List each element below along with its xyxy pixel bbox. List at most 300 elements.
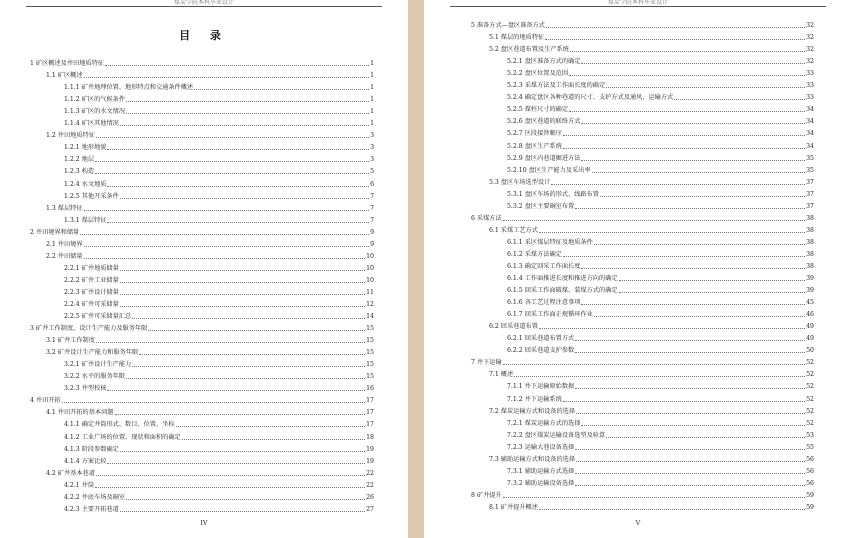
dot-leader (563, 135, 805, 136)
toc-entry-page: 10 (366, 252, 374, 260)
running-header: 煤炭学院本科毕业设计 (173, 0, 234, 6)
toc-entry-title: 1.1 矿区概述 (46, 72, 83, 80)
toc-entry-title: 1.2 井田地质特征 (46, 132, 95, 140)
dot-leader (120, 306, 365, 307)
toc-entry-title: 1.2.2 地层 (64, 156, 95, 164)
toc-entry (424, 102, 852, 114)
dot-leader (619, 280, 806, 281)
toc-entry (0, 490, 408, 502)
toc-entry-title: 2.2.5 矿井可采储量汇总 (64, 313, 132, 321)
dot-leader (575, 388, 805, 389)
toc-entry (424, 211, 852, 223)
toc-entry-page: 17 (366, 397, 374, 405)
toc-entry (0, 237, 408, 249)
toc-entry (424, 355, 852, 367)
toc-entry (424, 175, 852, 187)
toc-entry-page: 6 (370, 180, 374, 188)
toc-entry (424, 295, 852, 307)
dot-leader (576, 461, 805, 462)
dot-leader (182, 439, 365, 440)
toc-entry-title: 5.3 盘区车场选型设计 (489, 178, 551, 186)
dot-leader (84, 258, 366, 259)
toc-entry-title: 2.2.3 矿井设计储量 (64, 288, 119, 296)
toc-entry (0, 478, 408, 490)
toc-entry-page: 15 (366, 349, 374, 357)
toc-entry (424, 464, 852, 476)
toc-entry (0, 68, 408, 80)
toc-entry (0, 297, 408, 309)
toc-entry (0, 405, 408, 417)
dot-leader (575, 208, 805, 209)
toc-entry-title: 4.1 井田开拓的基本问题 (46, 409, 114, 417)
toc-entry-page: 10 (366, 276, 374, 284)
toc-entry-title: 5.3.2 盘区主要硐室布置 (507, 202, 575, 210)
toc-entry (424, 259, 852, 271)
dot-leader (503, 220, 805, 221)
dot-leader (575, 485, 805, 486)
toc-entry-title: 7.2 煤炭运输方式和设备的选择 (489, 407, 576, 415)
dot-leader (107, 186, 369, 187)
dot-leader (107, 390, 365, 391)
dot-leader (575, 352, 805, 353)
toc-entry-page: 38 (806, 226, 814, 234)
toc-entry (0, 309, 408, 321)
dot-leader (80, 234, 369, 235)
dot-leader (575, 449, 805, 450)
dot-leader (126, 378, 365, 379)
dot-leader (148, 330, 365, 331)
toc-entry (0, 104, 408, 116)
toc-entry-page: 16 (366, 385, 374, 393)
toc-entry (424, 151, 852, 163)
toc-entry-page: 32 (806, 58, 814, 66)
dot-leader (581, 268, 805, 269)
toc-entry-title: 5.2.8 盘区生产系统 (507, 142, 562, 150)
toc-entry-page: 34 (806, 130, 814, 138)
toc-entry (0, 140, 408, 152)
toc-entry-title: 7.3.1 辅助运输方式选择 (507, 467, 575, 475)
dot-leader (96, 342, 365, 343)
toc-entry (424, 30, 852, 42)
toc-entry-page: 12 (366, 300, 374, 308)
toc-entry-page: 1 (370, 108, 374, 116)
toc-entry-page: 22 (366, 481, 374, 489)
toc-entry-page: 34 (806, 106, 814, 114)
toc-entry-page: 52 (806, 395, 814, 403)
toc-entry-page: 52 (806, 419, 814, 427)
toc-entry-page: 52 (806, 407, 814, 415)
toc-entry-title: 4.1.3 阶段参数确定 (64, 445, 119, 453)
toc-entry-title: 4 井田开拓 (30, 397, 61, 405)
dot-leader (126, 101, 369, 102)
toc-entry-title: 7.2.1 煤炭运输方式的选择 (507, 419, 581, 427)
toc-entry-page: 32 (806, 22, 814, 30)
toc-entry (424, 247, 852, 259)
toc-entry-title: 7.1.1 井下运输原始数据 (507, 383, 575, 391)
toc-list (0, 56, 408, 514)
toc-entry-page: 49 (806, 323, 814, 331)
dot-leader (84, 246, 370, 247)
dot-leader (674, 99, 805, 100)
toc-entry (424, 283, 852, 295)
toc-entry-page: 56 (806, 479, 814, 487)
toc-entry-title: 8 矿井提升 (471, 491, 502, 499)
dot-leader (139, 354, 365, 355)
toc-entry (424, 343, 852, 355)
toc-entry (0, 176, 408, 188)
toc-entry-title: 5.2 盘区巷道布置及生产系统 (489, 46, 569, 54)
toc-entry-page: 52 (806, 359, 814, 367)
toc-entry-title: 2.2.1 矿井地质储量 (64, 264, 119, 272)
dot-leader (176, 426, 366, 427)
toc-entry-page: 17 (366, 421, 374, 429)
dot-leader (503, 364, 805, 365)
toc-entry (424, 331, 852, 343)
dot-leader (594, 316, 805, 317)
toc-entry-page: 15 (366, 373, 374, 381)
toc-entry-title: 1.1.3 矿区的水文情况 (64, 108, 126, 116)
toc-entry-title: 7.3.2 辅助运输设备选择 (507, 479, 575, 487)
toc-entry-title: 5.3.1 盘区车场的形式、线路布置 (507, 190, 599, 198)
toc-entry-page: 9 (370, 240, 374, 248)
toc-entry-page: 55 (806, 443, 814, 451)
toc-entry (424, 367, 852, 379)
toc-entry-title: 5.2.5 煤柱尺寸的确定 (507, 106, 569, 114)
toc-entry-title: 5.2.4 确定盘区各种巷道的尺寸、支护方式及通风、运输方式 (507, 94, 674, 102)
toc-entry (0, 393, 408, 405)
toc-entry-page: 32 (806, 46, 814, 54)
dot-leader (194, 89, 369, 90)
toc-entry-title: 8.1 矿井提升概述 (489, 503, 538, 511)
dot-leader (95, 173, 369, 174)
dot-leader (96, 475, 365, 476)
dot-leader (600, 196, 805, 197)
toc-entry-page: 3 (370, 132, 374, 140)
toc-entry-title: 5.2.10 盘区生产能力及采出率 (507, 166, 591, 174)
toc-entry-page: 3 (370, 156, 374, 164)
toc-entry-title: 5 准备方式—盘区准备方式 (471, 22, 545, 30)
toc-entry (424, 476, 852, 488)
toc-entry-page: 49 (806, 335, 814, 343)
dot-leader (95, 161, 369, 162)
dot-leader (606, 437, 805, 438)
dot-leader (120, 125, 369, 126)
toc-entry-title: 3.2.1 矿井设计生产能力 (64, 361, 132, 369)
toc-entry (424, 440, 852, 452)
toc-entry-title: 5.2.9 盘区内巷道掘进方法 (507, 154, 581, 162)
toc-entry-title: 2.2.2 矿井工业储量 (64, 276, 119, 284)
toc-entry-title: 4.2.2 井底车场及硐室 (64, 493, 126, 501)
dot-leader (563, 401, 805, 402)
dot-leader (120, 451, 365, 452)
toc-entry (424, 235, 852, 247)
toc-entry-title: 1.2.4 水文地质 (64, 180, 107, 188)
toc-entry-title: 6.2.2 回采巷道支护参数 (507, 347, 575, 355)
toc-entry (0, 466, 408, 478)
toc-entry (424, 54, 852, 66)
toc-entry (0, 225, 408, 237)
toc-entry (424, 391, 852, 403)
toc-entry-page: 34 (806, 142, 814, 150)
toc-entry-page: 33 (806, 70, 814, 78)
toc-entry-title: 2.2 井田储量 (46, 252, 83, 260)
dot-leader (107, 149, 369, 150)
toc-entry (0, 201, 408, 213)
toc-entry-title: 3.2.2 水平的服务年限 (64, 373, 126, 381)
dot-leader (126, 113, 369, 114)
toc-entry-page: 38 (806, 238, 814, 246)
toc-entry-page: 7 (370, 216, 374, 224)
toc-entry-title: 3.2.3 井型校核 (64, 385, 107, 393)
toc-entry-title: 1.2.3 构造 (64, 168, 95, 176)
toc-entry (424, 114, 852, 126)
toc-entry (424, 307, 852, 319)
toc-entry-title: 2.2.4 矿井可采储量 (64, 300, 119, 308)
toc-entry-page: 14 (366, 313, 374, 321)
toc-entry (0, 429, 408, 441)
toc-entry-title: 1.1.4 矿区其他情况 (64, 120, 119, 128)
toc-entry-page: 56 (806, 467, 814, 475)
dot-leader (120, 294, 365, 295)
toc-entry-page: 9 (370, 228, 374, 236)
toc-entry (424, 66, 852, 78)
toc-entry-title: 4.2.1 井筒 (64, 481, 95, 489)
toc-entry-title: 7.3 辅助运输方式和设备的选择 (489, 455, 576, 463)
toc-entry (0, 261, 408, 273)
toc-entry-page: 46 (806, 311, 814, 319)
toc-entry-title: 2.1 井田境界 (46, 240, 83, 248)
toc-entry (0, 213, 408, 225)
dot-leader (539, 509, 805, 510)
toc-entry-title: 6.1.1 采区煤层特征及地质条件 (507, 238, 593, 246)
toc-entry-page: 19 (366, 457, 374, 465)
toc-entry-page: 15 (366, 361, 374, 369)
toc-entry-page: 34 (806, 118, 814, 126)
toc-entry (0, 128, 408, 140)
toc-entry (0, 273, 408, 285)
dot-leader (120, 511, 365, 512)
dot-leader (592, 172, 806, 173)
toc-entry (424, 271, 852, 283)
toc-entry (424, 223, 852, 235)
toc-entry-page: 26 (366, 493, 374, 501)
toc-entry (424, 488, 852, 500)
header-rule (26, 6, 382, 7)
toc-entry-title: 7.2.3 运输大巷设备选择 (507, 443, 575, 451)
toc-entry-title: 4.1.2 工业广场的位置、现状和面积的确定 (64, 433, 181, 441)
toc-entry-title: 3 矿井工作制度、设计生产能力及服务年限 (30, 325, 148, 333)
toc-entry (0, 502, 408, 514)
dot-leader (115, 414, 366, 415)
dot-leader (120, 270, 365, 271)
dot-leader (545, 39, 805, 40)
toc-entry-page: 53 (806, 431, 814, 439)
toc-entry (0, 285, 408, 297)
toc-entry-page: 27 (366, 505, 374, 513)
dot-leader (581, 63, 805, 64)
page-divider (408, 0, 424, 538)
toc-entry (424, 126, 852, 138)
toc-entry (424, 404, 852, 416)
toc-entry (0, 333, 408, 345)
toc-entry (424, 78, 852, 90)
dot-leader (570, 51, 805, 52)
toc-entry-page: 18 (366, 433, 374, 441)
toc-entry-title: 6.1.5 回采工作面破煤、装煤方式的确定 (507, 287, 618, 295)
toc-entry (0, 92, 408, 104)
toc-entry-title: 1.3 煤层特征 (46, 204, 83, 212)
toc-entry (0, 381, 408, 393)
toc-entry-page: 37 (806, 178, 814, 186)
toc-entry-title: 1 矿区概述及井田地质特征 (30, 60, 104, 68)
toc-entry-title: 4.2.3 主要开拓巷道 (64, 505, 119, 513)
toc-entry (424, 90, 852, 102)
toc-entry (0, 249, 408, 261)
toc-list (424, 18, 852, 512)
toc-entry (424, 138, 852, 150)
toc-entry-page: 38 (806, 214, 814, 222)
dot-leader (107, 463, 365, 464)
toc-entry-page: 17 (366, 409, 374, 417)
left-page (0, 0, 408, 538)
toc-entry-page: 59 (806, 491, 814, 499)
dot-leader (132, 318, 365, 319)
dot-leader (95, 487, 365, 488)
toc-entry (424, 428, 852, 440)
page-number: IV (200, 519, 208, 527)
toc-entry-page: 56 (806, 455, 814, 463)
toc-entry-page: 1 (370, 120, 374, 128)
dot-leader (107, 222, 369, 223)
toc-entry-title: 7 井下运输 (471, 359, 502, 367)
toc-entry-page: 39 (806, 275, 814, 283)
toc-entry (0, 80, 408, 92)
toc-entry (0, 164, 408, 176)
toc-entry-title: 5.1 煤层的地质特征 (489, 34, 545, 42)
toc-entry-title: 7.1.2 井下运输系统 (507, 395, 562, 403)
toc-entry (424, 187, 852, 199)
toc-entry (0, 321, 408, 333)
toc-entry-page: 7 (370, 192, 374, 200)
toc-entry (0, 152, 408, 164)
toc-entry-page: 19 (366, 445, 374, 453)
toc-entry (0, 442, 408, 454)
toc-entry-page: 33 (806, 82, 814, 90)
toc-entry (0, 454, 408, 466)
toc-entry-page: 45 (806, 299, 814, 307)
dot-leader (581, 425, 805, 426)
toc-entry-title: 4.2 矿井基本巷道 (46, 469, 95, 477)
toc-entry-page: 22 (366, 469, 374, 477)
toc-entry-title: 4.1.4 方案比较 (64, 457, 107, 465)
toc-entry-page: 35 (806, 154, 814, 162)
dot-leader (546, 27, 805, 28)
toc-entry-title: 1.1.1 矿井地理位置、地形特点和交通条件概述 (64, 84, 194, 92)
toc-entry-page: 10 (366, 264, 374, 272)
toc-entry-title: 2 井田境界和储量 (30, 228, 80, 236)
toc-entry-title: 1.1.2 矿区的气候条件 (64, 96, 126, 104)
toc-entry-title: 6.1 采煤工艺方式 (489, 226, 538, 234)
toc-entry (0, 417, 408, 429)
dot-leader (569, 75, 805, 76)
toc-entry-title: 1.2.1 地形地貌 (64, 144, 107, 152)
toc-entry-page: 59 (806, 503, 814, 511)
toc-entry-page: 37 (806, 190, 814, 198)
toc-entry-page: 1 (370, 84, 374, 92)
toc-entry-page: 1 (370, 72, 374, 80)
toc-entry-page: 11 (366, 288, 374, 296)
toc-entry (0, 116, 408, 128)
toc-entry (0, 369, 408, 381)
toc-entry-title: 6.1.3 确定回采工作面长度 (507, 262, 581, 270)
toc-entry-page: 3 (370, 144, 374, 152)
toc-entry (0, 345, 408, 357)
toc-entry-title: 6.2 回采巷道布置 (489, 323, 538, 331)
toc-entry (0, 56, 408, 68)
toc-entry (424, 319, 852, 331)
toc-entry (424, 199, 852, 211)
toc-entry-page: 1 (370, 60, 374, 68)
dot-leader (619, 292, 806, 293)
toc-entry-page: 50 (806, 347, 814, 355)
toc-entry-title: 4.1.1 确定井筒形式、数目、位置、坐标 (64, 421, 175, 429)
dot-leader (539, 232, 805, 233)
dot-leader (84, 210, 370, 211)
toc-entry-title: 3.2 矿井设计生产能力和服务年限 (46, 349, 139, 357)
toc-entry (424, 163, 852, 175)
toc-entry-page: 33 (806, 94, 814, 102)
toc-entry-title: 1.2.5 其他开采条件 (64, 192, 119, 200)
dot-leader (503, 497, 805, 498)
toc-entry (424, 379, 852, 391)
toc-entry-page: 52 (806, 371, 814, 379)
toc-entry-page: 39 (806, 287, 814, 295)
dot-leader (120, 282, 365, 283)
toc-entry-title: 5.2.2 盘区位置及范围 (507, 70, 569, 78)
dot-leader (581, 304, 805, 305)
dot-leader (132, 366, 365, 367)
page-number: V (635, 519, 641, 527)
dot-leader (126, 499, 365, 500)
dot-leader (539, 328, 805, 329)
toc-entry-title: 5.2.7 区段接替顺序 (507, 130, 562, 138)
toc-entry-title: 6.1.4 工作面推进长度和推进方向的确定 (507, 275, 618, 283)
toc-entry-title: 7.2.2 盘区煤炭运输设备选型及验算 (507, 431, 606, 439)
toc-entry-page: 38 (806, 262, 814, 270)
toc-entry-page: 15 (366, 325, 374, 333)
toc-entry-page: 1 (370, 96, 374, 104)
toc-entry-page: 32 (806, 34, 814, 42)
toc-entry-title: 6 采煤方法 (471, 214, 502, 222)
dot-leader (581, 123, 805, 124)
toc-entry-title: 6.1.6 各工艺过程注意事项 (507, 299, 581, 307)
dot-leader (563, 148, 805, 149)
toc-entry-page: 5 (370, 168, 374, 176)
toc-entry-title: 6.1.7 回采工作面正规循环作业 (507, 311, 593, 319)
right-page (424, 0, 852, 538)
toc-entry-title: 1.3.1 煤层特征 (64, 216, 107, 224)
toc-entry (0, 357, 408, 369)
toc-entry-page: 52 (806, 383, 814, 391)
header-rule (450, 6, 826, 7)
running-header: 煤炭学院本科毕业设计 (607, 0, 668, 6)
toc-entry-title: 6.2.1 回采巷道布置方式 (507, 335, 575, 343)
dot-leader (594, 244, 805, 245)
toc-title: 目 录 (179, 29, 229, 42)
toc-entry-title: 5.2.1 盘区准备方式的确定 (507, 58, 581, 66)
toc-entry-title: 6.1.2 采煤方法确定 (507, 250, 562, 258)
dot-leader (514, 376, 805, 377)
